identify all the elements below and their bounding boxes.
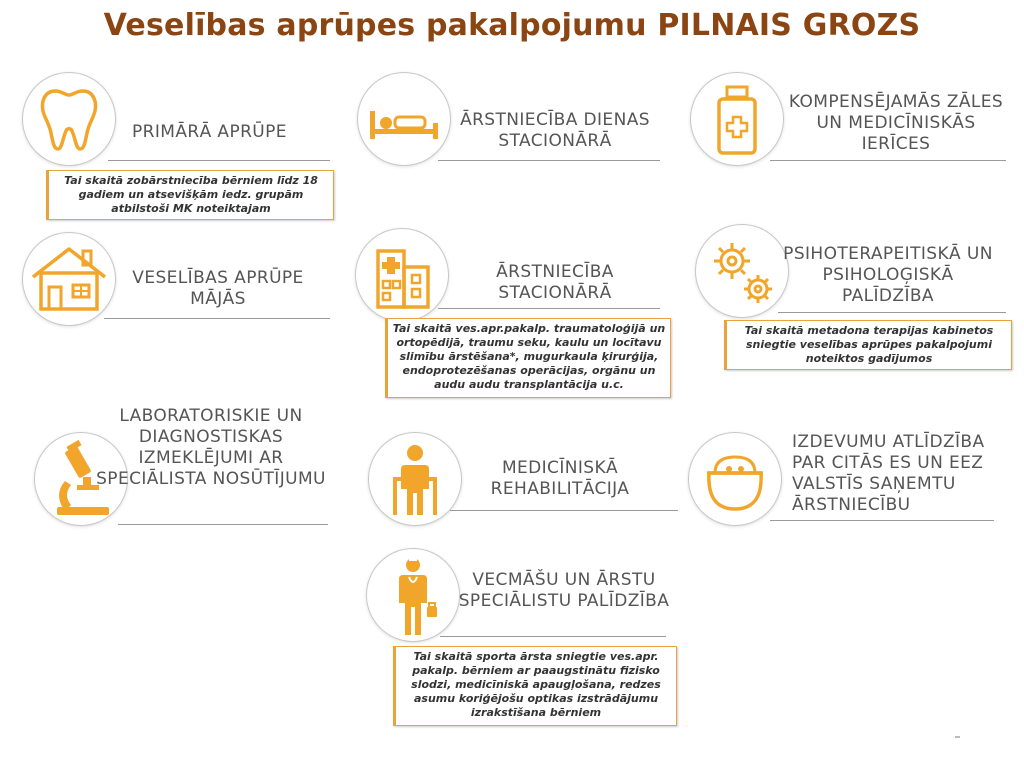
medicines-circle	[690, 72, 784, 166]
psychotherapy-underline	[778, 312, 1006, 313]
day-hospital-label: ĀRSTNIECĪBA DIENAS STACIONĀRĀ	[460, 110, 650, 151]
walker-icon	[369, 433, 461, 525]
home-care-underline	[104, 318, 330, 319]
laboratory-label: LABORATORISKIE UN DIAGNOSTISKAS IZMEKLĒJUMI AR SPECIĀLISTA NOSŪTĪJUMU	[96, 406, 326, 489]
specialists-circle	[366, 548, 460, 642]
hospital-label: ĀRSTNIECĪBA STACIONĀRĀ	[496, 262, 614, 303]
tooth-icon	[23, 73, 115, 165]
medicine-bottle-icon	[691, 73, 783, 165]
page-title: Veselības aprūpes pakalpojumu PILNAIS GROZS	[103, 8, 921, 43]
primary-care-note: Tai skaitā zobārstniecība bērniem līdz 18 gadiem un atsevišķām iedz. grupām atbilstoši MK noteiktajam	[46, 170, 334, 220]
home-care-label: VESELĪBAS APRŪPE MĀJĀS	[132, 268, 304, 309]
primary-care-circle	[22, 72, 116, 166]
specialists-underline	[440, 636, 666, 637]
day-hospital-circle	[357, 72, 451, 166]
eu-compensation-underline	[770, 520, 994, 521]
purse-icon	[689, 433, 781, 525]
primary-care-underline	[108, 160, 330, 161]
house-icon	[23, 233, 115, 325]
hospital-underline	[438, 308, 660, 309]
day-hospital-underline	[438, 160, 660, 161]
medicines-label: KOMPENSĒJAMĀS ZĀLES UN MEDICĪNISKĀS IERĪCES	[788, 92, 1004, 154]
hospital-circle	[355, 228, 449, 322]
slide-marker	[955, 736, 960, 738]
hospital-building-icon	[356, 229, 448, 321]
psychotherapy-label: PSIHOTERAPEITISKĀ UN PSIHOLOĢISKĀ PALĪDZĪBA	[783, 244, 993, 306]
rehabilitation-circle	[368, 432, 462, 526]
eu-compensation-label: IZDEVUMU ATLĪDZĪBA PAR CITĀS ES UN EEZ VALSTĪS SAŅEMTU ĀRSTNIECĪBU	[792, 432, 985, 515]
psychotherapy-circle	[695, 224, 789, 318]
laboratory-underline	[118, 524, 328, 525]
medicines-underline	[770, 160, 1006, 161]
hospital-note: Tai skaitā ves.apr.pakalp. traumatoloģijā un ortopēdijā, traumu seku, kaulu un locītavu slimību ārstēšana*, mugurkaula ķirurģija, endoprotezēšanas operācijas, orgānu un audu audu transplantācija u.c.	[385, 318, 671, 398]
doctor-icon	[367, 549, 459, 641]
primary-care-label: PRIMĀRĀ APRŪPE	[132, 122, 287, 142]
psychotherapy-note: Tai skaitā metadona terapijas kabinetos sniegtie veselības aprūpes pakalpojumi noteiktos gadījumos	[724, 320, 1012, 370]
rehabilitation-underline	[450, 510, 678, 511]
home-care-circle	[22, 232, 116, 326]
eu-compensation-circle	[688, 432, 782, 526]
hospital-bed-icon	[358, 73, 450, 165]
gears-icon	[696, 225, 788, 317]
rehabilitation-label: MEDICĪNISKĀ REHABILITĀCIJA	[490, 458, 630, 499]
specialists-label: VECMĀŠU UN ĀRSTU SPECIĀLISTU PALĪDZĪBA	[458, 570, 670, 611]
specialists-note: Tai skaitā sporta ārsta sniegtie ves.apr. pakalp. bērniem ar paaugstinātu fizisko slodzi, medicīniskā apaugļošana, redzes asumu koriģējošu optikas izstrādājumu izrakstīšana bērniem	[393, 646, 677, 726]
